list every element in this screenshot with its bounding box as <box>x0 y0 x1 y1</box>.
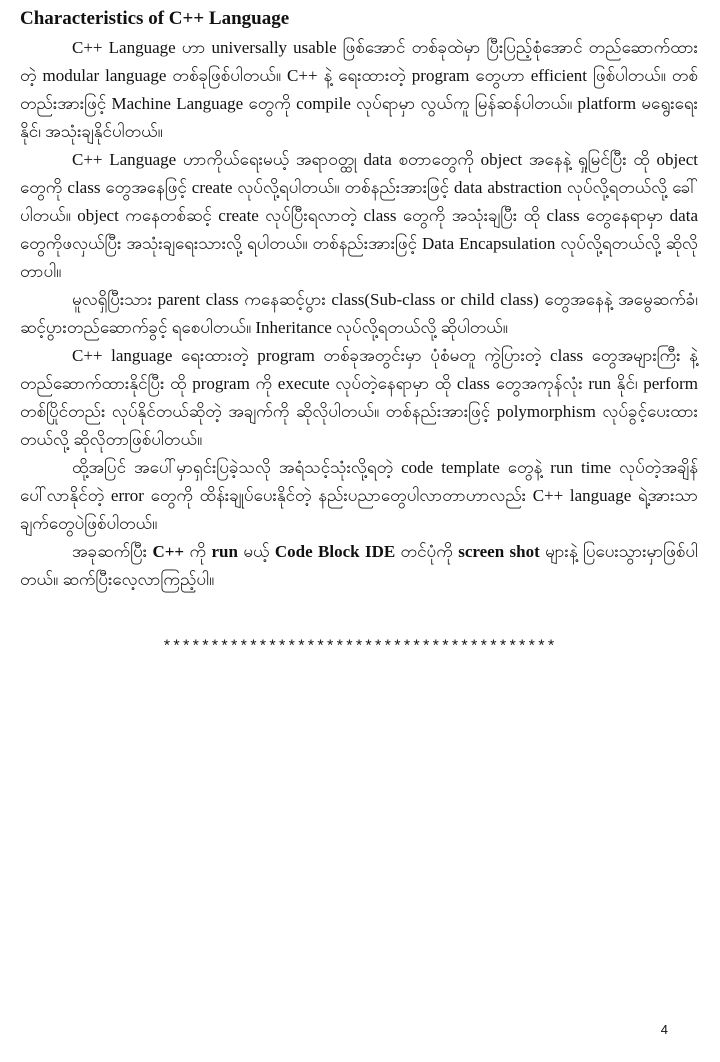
paragraph-4: C++ language ရေးထားတဲ့ program တစ်ခုအတွင်းမှာ ပုံစံမတူ ကွဲပြားတဲ့ class တွေအများကြီး နဲ့ တည်ဆောက်ထားနိုင်ပြီး ထို program ကို execute လုပ်တဲ့နေရာမှာ ထို class တွေအကုန်လုံး run နိုင်၊ perform တစ်ပြိုင်တည်း လုပ်နိုင်တယ်ဆိုတဲ့ အချက်ကို ဆိုလိုပါတယ်။ တစ်နည်းအားဖြင့် polymorphism လုပ်ခွင့်ပေးထားတယ်လို့ ဆိုလိုတာဖြစ်ပါတယ်။ <box>20 346 698 449</box>
asterisk-separator: ***************************************** <box>162 638 556 656</box>
paragraph-5: ထို့အပြင် အပေါ်မှာရှင်းပြခဲ့သလို အရံသင့်သုံးလို့ရတဲ့ code template တွေနဲ့ run time လုပ်တဲ့အချိန်ပေါ်လာနိုင်တဲ့ error တွေကို ထိန်းချုပ်ပေးနိုင်တဲ့ နည်းပညာတွေပါလာတာဟာလည်း C++ language ရဲ့အားသာချက်တွေပဲဖြစ်ပါတယ်။ <box>20 458 698 533</box>
closing-bold-cpp: C++ <box>152 542 185 561</box>
closing-bold-run: run <box>211 542 238 561</box>
closing-mid-1: ကို <box>184 542 212 561</box>
closing-mid-3: တင်ပုံကို <box>395 542 459 561</box>
page-number: 4 <box>660 1022 668 1037</box>
closing-prefix: အခုဆက်ပြီး <box>72 542 153 561</box>
paragraph-1: C++ Language ဟာ universally usable ဖြစ်အောင် တစ်ခုထဲမှာ ပြီးပြည့်စုံအောင် တည်ဆောက်ထားတဲ့ modular language တစ်ခုဖြစ်ပါတယ်။ C++ နဲ့ ရေးထားတဲ့ program တွေဟာ efficient ဖြစ်ပါတယ်။ တစ်တည်းအားဖြင့် Machine Language တွေကို compile လုပ်ရာမှာ လွယ်ကူ မြန်ဆန်ပါတယ်။ platform မရွေးရေးနိုင်၊ အသုံးချနိုင်ပါတယ်။ <box>20 38 698 141</box>
closing-bold-ide: Code Block IDE <box>274 542 396 561</box>
closing-suffix: များနဲ့ ပြပေးသွားမှာဖြစ်ပါတယ်။ ဆက်ပြီးလေ့လာကြည့်ပါ။ <box>20 542 698 589</box>
closing-bold-screenshot: screen shot <box>458 542 540 561</box>
document-title: Characteristics of C++ Language <box>20 8 290 29</box>
closing-mid-2: မယ့် <box>237 542 275 561</box>
closing-paragraph <box>20 538 698 594</box>
paragraph-3: မူလရှိပြီးသား parent class ကနေဆင့်ပွား class(Sub-class or child class) တွေအနေနဲ့ အမွေဆက်ခံ၊ ဆင့်ပွားတည်ဆောက်ခွင့် ရစေပါတယ်။ Inheritance လုပ်လို့ရတယ်လို့ ဆိုပါတယ်။ <box>20 290 698 337</box>
paragraph-2: C++ Language ဟာကိုယ်ရေးမယ့် အရာဝတ္ထု data စတာတွေကို object အနေနဲ့ ရှုမြင်ပြီး ထို object တွေကို class တွေအနေဖြင့် create လုပ်လို့ရပါတယ်။ တစ်နည်းအားဖြင့် data abstraction လုပ်လို့ရတယ်လို့ ခေါ်ပါတယ်။ object ကနေတစ်ဆင့် create လုပ်ပြီးရလာတဲ့ class တွေကို အသုံးချပြီး ထို class တွေနေရာမှာ data တွေကိုဖလှယ်ပြီး အသုံးချရေးသားလို့ ရပါတယ်။ တစ်နည်းအားဖြင့် Data Encapsulation လုပ်လို့ရတယ်လို့ ဆိုလိုတာပါ။ <box>20 150 698 281</box>
